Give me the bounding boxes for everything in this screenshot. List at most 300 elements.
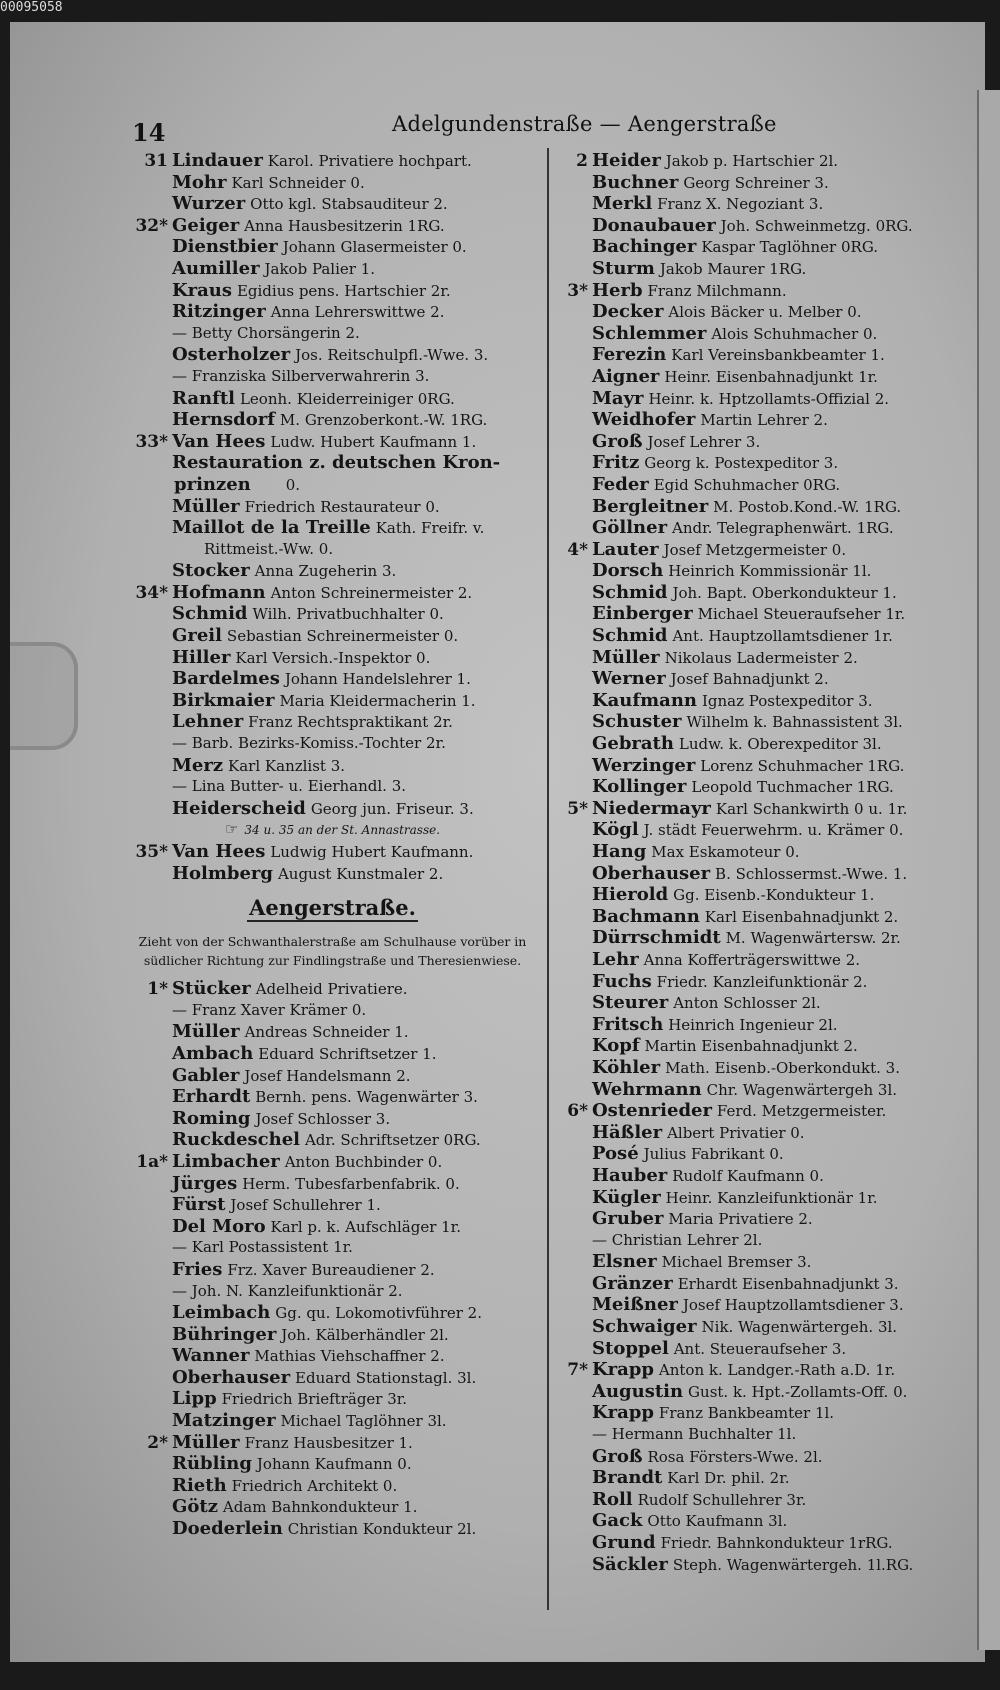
resident-details: Herm. Tubesfarbenfabrik. 0. — [242, 1174, 460, 1193]
resident-surname: Fritz — [592, 452, 640, 474]
directory-entry — [120, 452, 545, 474]
resident-details: Max Eskamoteur 0. — [651, 843, 800, 861]
directory-entry — [558, 215, 978, 237]
resident-surname: Schuster — [592, 711, 682, 733]
page-header — [120, 100, 970, 147]
resident-details: Maria Kleidermacherin 1. — [279, 691, 476, 710]
directory-entry — [558, 1294, 978, 1316]
directory-entry — [120, 258, 545, 280]
resident-details: Georg jun. Friseur. 3. — [310, 799, 474, 818]
directory-entry — [558, 1057, 978, 1079]
resident-details: Ludw. k. Oberexpeditor 3l. — [678, 735, 882, 754]
resident-details: Franz Milchmann. — [647, 281, 787, 300]
resident-details: Anna Lehrerswittwe 2. — [270, 303, 445, 322]
directory-entry — [120, 431, 545, 453]
resident-surname: Augustin — [592, 1380, 684, 1402]
adjacent-page-edge — [977, 90, 1000, 1650]
resident-surname: Fries — [172, 1258, 223, 1280]
resident-details: Wilh. Privatbuchhalter 0. — [252, 605, 444, 624]
directory-entry — [558, 841, 978, 863]
directory-entry — [558, 280, 978, 302]
resident-surname: Götz — [172, 1496, 218, 1518]
resident-surname: Hiller — [172, 646, 231, 668]
resident-details: Bernh. pens. Wagenwärter 3. — [255, 1088, 478, 1107]
resident-details: Josef Schullehrer 1. — [230, 1196, 381, 1215]
resident-details: Friedr. Kanzleifunktionär 2. — [656, 972, 868, 991]
resident-details: Adelheid Privatiere. — [255, 980, 408, 999]
resident-details: — Karl Postassistent 1r. — [172, 1238, 353, 1257]
resident-details: Heinr. Kanzleifunktionär 1r. — [665, 1188, 878, 1207]
directory-entry — [120, 366, 545, 388]
resident-details: Joh. Bapt. Oberkondukteur 1. — [672, 583, 897, 602]
resident-details: Rittmeist.-Ww. 0. — [204, 539, 334, 558]
directory-entry — [558, 258, 978, 280]
binder-clip — [10, 642, 78, 750]
resident-details: Anton Schreinermeister 2. — [270, 583, 473, 602]
resident-surname: Häßler — [592, 1121, 663, 1143]
resident-details: Kaspar Taglöhner 0RG. — [701, 238, 879, 257]
resident-details: Heinr. Eisenbahnadjunkt 1r. — [664, 367, 878, 386]
resident-details: Josef Hauptzollamtsdiener 3. — [682, 1296, 904, 1315]
directory-entry — [558, 496, 978, 518]
resident-surname: Ruckdeschel — [172, 1129, 300, 1151]
resident-surname: Stoppel — [592, 1337, 669, 1359]
resident-details: Frz. Xaver Bureaudiener 2. — [227, 1260, 435, 1279]
directory-entry — [120, 1518, 545, 1540]
directory-entry — [558, 388, 978, 410]
resident-details: Maria Privatiere 2. — [668, 1210, 813, 1229]
resident-surname: Donaubauer — [592, 214, 716, 236]
resident-surname: Leimbach — [172, 1302, 271, 1324]
resident-details: Friedrich Architekt 0. — [231, 1476, 398, 1495]
directory-entry — [558, 1316, 978, 1338]
resident-details: Martin Lehrer 2. — [700, 411, 828, 430]
resident-details: Wilhelm k. Bahnassistent 3l. — [686, 713, 903, 732]
directory-entry — [558, 1187, 978, 1209]
section-title-text: Aengerstraße. — [249, 895, 416, 921]
resident-details: Jos. Reitschulpfl.-Wwe. 3. — [295, 346, 489, 365]
resident-details: 0. — [285, 475, 301, 494]
resident-surname: Werzinger — [592, 754, 696, 776]
directory-entry — [120, 1237, 545, 1259]
directory-entry — [558, 1489, 978, 1511]
resident-details: Ludw. Hubert Kaufmann 1. — [270, 432, 477, 451]
resident-surname: Aigner — [592, 365, 660, 387]
resident-details: B. Schlossermst.-Wwe. 1. — [715, 864, 908, 883]
directory-entry — [558, 668, 978, 690]
right-column — [558, 150, 978, 1575]
resident-surname: Lipp — [172, 1388, 217, 1410]
directory-entry — [120, 863, 545, 885]
resident-details: Heinrich Ingenieur 2l. — [668, 1015, 838, 1034]
house-number: 4* — [567, 539, 588, 560]
directory-entry — [120, 1453, 545, 1475]
house-number: 1* — [147, 979, 168, 1000]
resident-surname: Niedermayr — [592, 797, 711, 819]
directory-entry — [558, 1467, 978, 1489]
resident-surname: Van Hees — [172, 430, 266, 452]
resident-details: Karl Vereinsbankbeamter 1. — [671, 346, 885, 365]
directory-entry — [120, 1410, 545, 1432]
resident-details: Franz X. Negoziant 3. — [657, 195, 824, 214]
directory-entry — [558, 1230, 978, 1252]
resident-surname: Groß — [592, 430, 643, 452]
resident-surname: Lehr — [592, 948, 639, 970]
resident-details: Friedr. Bahnkondukteur 1rRG. — [660, 1534, 893, 1552]
running-title: Adelgundenstraße — Aengerstraße — [392, 112, 777, 136]
resident-details: Josef Schlosser 3. — [255, 1109, 391, 1128]
resident-details: Otto kgl. Stabsauditeur 2. — [250, 195, 448, 214]
resident-surname: Jürges — [172, 1172, 238, 1194]
resident-surname: Wehrmann — [592, 1078, 702, 1100]
resident-surname: Gebrath — [592, 733, 674, 755]
resident-details: Ant. Steueraufseher 3. — [673, 1339, 847, 1358]
resident-surname: Krapp — [592, 1402, 654, 1424]
resident-details: Rudolf Kaufmann 0. — [672, 1166, 824, 1185]
directory-entry — [120, 344, 545, 366]
directory-entry — [120, 236, 545, 258]
resident-surname: Hauber — [592, 1164, 668, 1186]
house-number: 33* — [135, 431, 168, 452]
resident-surname: Stocker — [172, 560, 250, 582]
directory-entry — [558, 431, 978, 453]
house-number: 5* — [567, 798, 588, 819]
resident-details: M. Wagenwärtersw. 2r. — [725, 929, 901, 948]
resident-details: — Barb. Bezirks-Komiss.-Tochter 2r. — [172, 734, 446, 753]
directory-entry — [558, 1122, 978, 1144]
resident-surname: Gruber — [592, 1208, 664, 1230]
resident-details: Egidius pens. Hartschier 2r. — [236, 281, 451, 300]
resident-details: Eduard Schriftsetzer 1. — [258, 1044, 437, 1063]
directory-entry — [558, 1165, 978, 1187]
directory-entry — [120, 1065, 545, 1087]
resident-surname: Hang — [592, 841, 647, 862]
directory-entry — [120, 172, 545, 194]
resident-surname: Hofmann — [172, 581, 266, 603]
resident-surname: Weidhofer — [592, 409, 696, 431]
directory-entry — [558, 323, 978, 345]
resident-details: Josef Lehrer 3. — [647, 432, 761, 451]
resident-details: Jakob p. Hartschier 2l. — [665, 152, 839, 170]
left-column — [120, 150, 545, 1540]
resident-details: Otto Kaufmann 3l. — [647, 1512, 788, 1531]
directory-entry — [120, 1388, 545, 1410]
resident-details: Friedrich Briefträger 3r. — [221, 1390, 408, 1409]
resident-details: Chr. Wagenwärtergeh 3l. — [706, 1080, 898, 1099]
directory-entry — [120, 1216, 545, 1238]
resident-details: Albert Privatier 0. — [667, 1123, 805, 1142]
resident-details: M. Postob.Kond.-W. 1RG. — [713, 497, 902, 516]
directory-entry — [120, 711, 545, 733]
resident-surname: Schmid — [592, 581, 668, 603]
resident-details: Ludwig Hubert Kaufmann. — [270, 843, 474, 861]
resident-details: — Betty Chorsängerin 2. — [172, 323, 360, 342]
directory-entry — [558, 1446, 978, 1468]
directory-entry — [558, 971, 978, 993]
directory-entry — [120, 517, 545, 539]
resident-surname: Stücker — [172, 978, 251, 1000]
resident-details: Math. Eisenb.-Oberkondukt. 3. — [665, 1058, 900, 1077]
resident-details: Jakob Maurer 1RG. — [659, 259, 807, 278]
resident-details: Karl Schneider 0. — [231, 173, 365, 192]
resident-details: Joh. Kälberhändler 2l. — [281, 1325, 449, 1344]
directory-entry — [120, 776, 545, 798]
directory-entry — [120, 733, 545, 755]
resident-surname: Roming — [172, 1107, 251, 1129]
house-number: 35* — [135, 842, 168, 862]
resident-details: Karol. Privatiere hochpart. — [267, 152, 472, 170]
resident-details: Gust. k. Hpt.-Zollamts-Off. 0. — [688, 1382, 908, 1401]
resident-surname: Fürst — [172, 1194, 226, 1216]
resident-surname: Aumiller — [172, 257, 260, 279]
resident-surname: Heider — [592, 150, 661, 171]
directory-entry — [558, 776, 978, 798]
resident-details: Josef Metzgermeister 0. — [663, 540, 847, 559]
resident-details: Sebastian Schreinermeister 0. — [226, 627, 459, 646]
resident-details: Erhardt Eisenbahnadjunkt 3. — [677, 1274, 899, 1293]
resident-surname: Ritzinger — [172, 301, 266, 323]
directory-entry — [120, 603, 545, 625]
resident-surname: Steurer — [592, 992, 669, 1014]
directory-entry — [120, 323, 545, 345]
directory-entry — [120, 668, 545, 690]
resident-details: M. Grenzoberkont.-W. 1RG. — [279, 411, 488, 430]
directory-entry — [558, 236, 978, 258]
directory-entry — [120, 1151, 545, 1173]
resident-details: Egid Schuhmacher 0RG. — [653, 475, 841, 494]
directory-entry — [120, 1108, 545, 1130]
house-number: 7* — [567, 1360, 588, 1381]
resident-details: Alois Schuhmacher 0. — [711, 324, 878, 343]
resident-details: Adam Bahnkondukteur 1. — [222, 1498, 418, 1517]
resident-surname: Schmid — [592, 625, 668, 647]
directory-entry — [120, 1281, 545, 1303]
resident-details: Adr. Schriftsetzer 0RG. — [304, 1131, 481, 1150]
resident-surname: Mayr — [592, 387, 644, 409]
resident-surname: Van Hees — [172, 841, 266, 862]
resident-surname: Kopf — [592, 1035, 640, 1057]
resident-surname: Müller — [172, 495, 240, 517]
resident-surname: Gabler — [172, 1064, 240, 1086]
directory-entry — [558, 625, 978, 647]
resident-details: Nik. Wagenwärtergeh. 3l. — [701, 1318, 898, 1337]
resident-details: Karl Kanzlist 3. — [228, 756, 346, 775]
directory-entry — [558, 733, 978, 755]
right-entries — [558, 150, 978, 1575]
resident-details: Georg Schreiner 3. — [683, 173, 829, 192]
resident-surname: Dienstbier — [172, 236, 278, 258]
resident-details: Andr. Telegraphenwärt. 1RG. — [672, 519, 894, 538]
resident-details: Michael Taglöhner 3l. — [280, 1412, 447, 1431]
resident-surname: Müller — [592, 646, 660, 668]
directory-entry — [558, 906, 978, 928]
resident-details: Alois Bäcker u. Melber 0. — [668, 303, 862, 322]
resident-surname: Schlemmer — [592, 322, 707, 344]
directory-entry — [120, 539, 545, 561]
resident-surname: Merz — [172, 754, 224, 776]
directory-entry — [558, 517, 978, 539]
resident-details: Anton Schlosser 2l. — [673, 994, 821, 1013]
house-number: 32* — [135, 215, 168, 236]
house-number: 34* — [135, 582, 168, 603]
directory-entry — [120, 625, 545, 647]
resident-surname: Roll — [592, 1488, 633, 1510]
resident-surname: Bergleitner — [592, 495, 709, 517]
resident-surname: Rieth — [172, 1474, 227, 1496]
resident-details: Kath. Freifr. v. — [375, 519, 485, 538]
directory-entry — [120, 978, 545, 1000]
directory-entry — [558, 1035, 978, 1057]
resident-details: Franz Bankbeamter 1l. — [658, 1404, 835, 1423]
resident-details: Karl Dr. phil. 2r. — [667, 1469, 790, 1488]
directory-entry — [120, 1086, 545, 1108]
section-description: Zieht von der Schwanthalerstraße am Schulhause vorüber in südlicher Richtung zur Findlingstraße und Theresienwiese. — [138, 934, 527, 969]
directory-entry — [558, 1554, 978, 1576]
resident-surname: Schwaiger — [592, 1316, 697, 1338]
resident-surname: Decker — [592, 301, 664, 323]
resident-surname: Brandt — [592, 1467, 663, 1489]
resident-surname: Kögl — [592, 819, 639, 841]
directory-entry — [558, 798, 978, 820]
resident-surname: Sturm — [592, 257, 655, 279]
resident-surname: Lehner — [172, 711, 244, 733]
resident-surname: Schmid — [172, 603, 248, 625]
resident-details: Mathias Viehschaffner 2. — [254, 1347, 445, 1366]
resident-surname: Kaufmann — [592, 689, 698, 711]
resident-surname: Wanner — [172, 1345, 250, 1367]
directory-entry — [120, 1475, 545, 1497]
resident-details: Lorenz Schuhmacher 1RG. — [700, 756, 905, 775]
resident-surname: Wurzer — [172, 193, 246, 215]
resident-surname: Groß — [592, 1445, 643, 1467]
resident-surname: Bühringer — [172, 1323, 277, 1345]
resident-details: Heinrich Kommissionär 1l. — [668, 562, 872, 581]
resident-surname: Geiger — [172, 214, 240, 236]
resident-surname: Säckler — [592, 1553, 668, 1575]
resident-surname: Lindauer — [172, 150, 263, 171]
resident-surname: Kraus — [172, 279, 233, 301]
house-number: 31 — [144, 151, 168, 171]
directory-entry — [558, 1381, 978, 1403]
resident-details: Ferd. Metzgermeister. — [716, 1102, 887, 1121]
directory-entry — [120, 755, 545, 777]
resident-details: Anna Kofferträgerswittwe 2. — [643, 950, 861, 969]
directory-entry — [558, 647, 978, 669]
directory-entry — [558, 366, 978, 388]
house-number: 1a* — [136, 1151, 168, 1172]
directory-entry — [558, 1100, 978, 1122]
directory-entry — [120, 819, 545, 841]
resident-surname: Müller — [172, 1431, 240, 1453]
directory-entry — [558, 560, 978, 582]
directory-entry — [120, 798, 545, 820]
directory-entry — [120, 215, 545, 237]
directory-entry — [120, 560, 545, 582]
section-title — [120, 884, 545, 926]
resident-surname: Heiderscheid — [172, 797, 306, 819]
resident-surname: Krapp — [592, 1359, 654, 1381]
resident-surname: Bachinger — [592, 236, 697, 258]
directory-entry — [558, 193, 978, 215]
directory-entry — [558, 992, 978, 1014]
directory-entry — [120, 690, 545, 712]
resident-details: Ignaz Postexpeditor 3. — [701, 691, 873, 710]
resident-surname: Posé — [592, 1143, 639, 1165]
resident-details: Anton Buchbinder 0. — [284, 1152, 443, 1171]
directory-entry — [558, 452, 978, 474]
resident-details: Michael Steueraufseher 1r. — [697, 605, 906, 624]
resident-details: Martin Eisenbahnadjunkt 2. — [644, 1037, 858, 1056]
directory-entry — [558, 927, 978, 949]
directory-entry — [558, 1359, 978, 1381]
column-divider — [547, 148, 549, 1610]
resident-surname: Bardelmes — [172, 668, 280, 690]
directory-entry — [120, 647, 545, 669]
page-number: 14 — [132, 118, 166, 147]
resident-details: Karl Versich.-Inspektor 0. — [235, 648, 431, 667]
directory-entry — [558, 884, 978, 906]
directory-entry — [558, 603, 978, 625]
resident-surname: Hernsdorf — [172, 409, 275, 431]
resident-surname: Herb — [592, 279, 643, 301]
directory-entry — [558, 1079, 978, 1101]
resident-details: Leopold Tuchmacher 1RG. — [691, 778, 894, 797]
resident-surname: Restauration z. deutschen Kron- — [172, 452, 501, 474]
resident-details: — Christian Lehrer 2l. — [592, 1230, 763, 1249]
resident-surname: Ranftl — [172, 387, 236, 409]
resident-details: Franz Hausbesitzer 1. — [244, 1433, 413, 1452]
left-entries-2 — [120, 978, 545, 1539]
resident-surname: Kollinger — [592, 776, 687, 798]
resident-surname: Grund — [592, 1532, 656, 1553]
directory-entry — [558, 1510, 978, 1532]
resident-surname: Kügler — [592, 1186, 661, 1208]
directory-entry — [558, 819, 978, 841]
directory-entry — [120, 496, 545, 518]
resident-surname: Feder — [592, 473, 649, 495]
resident-details: Ant. Hauptzollamtsdiener 1r. — [672, 627, 893, 646]
resident-surname: Fritsch — [592, 1013, 664, 1035]
house-number: 3* — [567, 280, 588, 301]
resident-details: Joh. Schweinmetzg. 0RG. — [720, 216, 913, 235]
directory-entry — [120, 150, 545, 172]
resident-details: Anton k. Landger.-Rath a.D. 1r. — [658, 1361, 896, 1380]
resident-details: Nikolaus Ladermeister 2. — [664, 648, 858, 667]
left-entries — [120, 150, 545, 884]
directory-entry — [120, 1432, 545, 1454]
resident-surname: Werner — [592, 668, 666, 690]
resident-surname: prinzen — [174, 473, 251, 495]
archive-id: 00095058 — [0, 0, 63, 15]
directory-entry — [558, 755, 978, 777]
resident-surname: Mohr — [172, 171, 227, 193]
resident-details: August Kunstmaler 2. — [277, 864, 444, 883]
resident-details: — Lina Butter- u. Eierhandl. 3. — [172, 777, 407, 796]
directory-entry — [558, 863, 978, 885]
directory-entry — [120, 1259, 545, 1281]
resident-details: — Joh. N. Kanzleifunktionär 2. — [172, 1281, 403, 1300]
resident-surname: Buchner — [592, 171, 679, 193]
directory-entry — [120, 582, 545, 604]
resident-details: — Franziska Silberverwahrerin 3. — [172, 366, 430, 385]
resident-details: — Franz Xaver Krämer 0. — [172, 1000, 367, 1019]
resident-surname: Ambach — [172, 1042, 254, 1064]
resident-surname: Matzinger — [172, 1410, 276, 1432]
resident-details: Karl p. k. Aufschläger 1r. — [270, 1217, 461, 1236]
resident-surname: Hierold — [592, 884, 669, 906]
directory-entry — [120, 1302, 545, 1324]
resident-surname: Merkl — [592, 193, 653, 215]
